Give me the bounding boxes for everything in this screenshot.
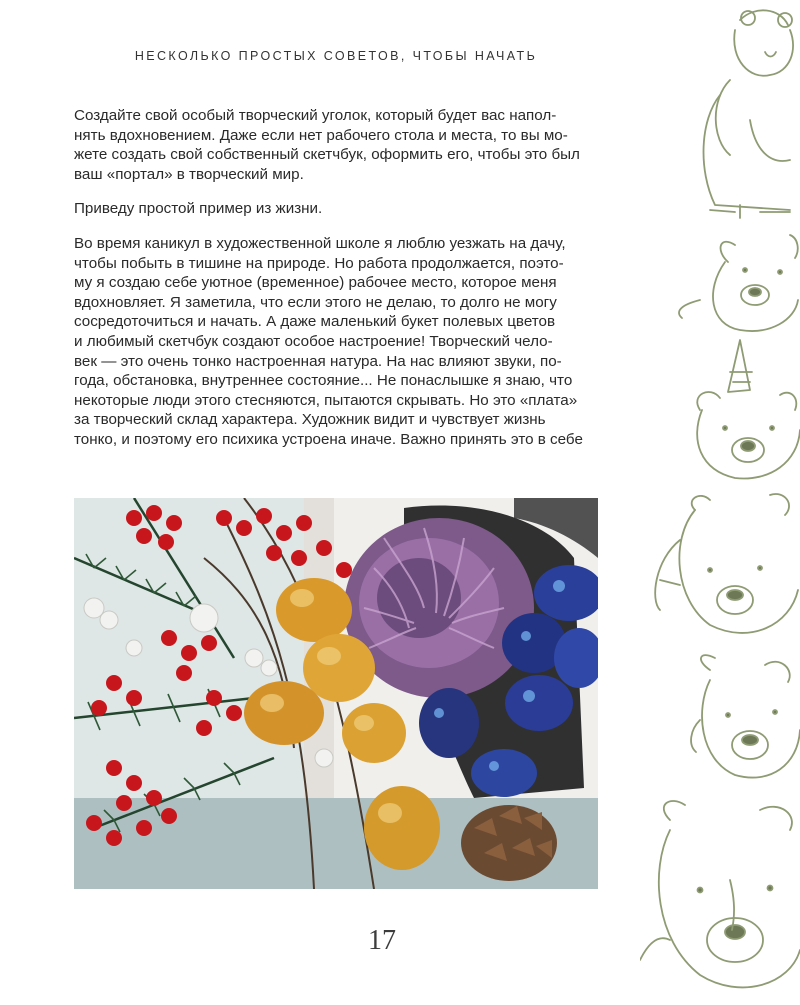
text-line: ваш «портал» в творческий мир. [74, 165, 304, 183]
text-line: тонко, и поэтому его психика устроена иначе. Важно принять это в себе [74, 430, 583, 448]
text-line: чтобы побыть в тишине на природе. Но работа продолжается, поэто- [74, 254, 564, 272]
still-life-photo [74, 498, 598, 889]
text-line: и любимый скетчбук создают особое настроение! Творческий чело- [74, 332, 553, 350]
text-line: Создайте свой особый творческий уголок, который будет вас напол- [74, 107, 557, 124]
text-line: сосредоточиться и начать. А даже маленький букет полевых цветов [74, 313, 556, 331]
text-line: нять вдохновением. Даже если нет рабочего стола и места, то вы мо- [74, 126, 568, 144]
running-head: НЕСКОЛЬКО ПРОСТЫХ СОВЕТОВ, ЧТОБЫ НАЧАТЬ [134, 49, 538, 63]
paragraph-1 [74, 106, 602, 184]
paragraph-2 [74, 199, 602, 219]
page-number: 17 [368, 925, 396, 956]
text-line: вдохновляет. Я заметила, что если этого не делаю, то долго не могу [74, 293, 557, 311]
text-line: за творческий склад характера. Художник видит и чувствует жизнь [74, 411, 546, 429]
bear-sketch-icon [640, 0, 800, 1000]
text-line: Приведу простой пример из жизни. [74, 200, 323, 218]
pine-cone [461, 805, 557, 881]
paragraph-3 [74, 234, 602, 450]
text-line: жете создать свой собственный скетчбук, оформить его, чтобы это был [74, 146, 580, 164]
text-line: некоторые люди этого стесняются, пытаются скрывать. Но это «плата» [74, 391, 578, 409]
text-line: Во время каникул в художественной школе я люблю уезжать на дачу, [74, 234, 566, 252]
body-text [74, 106, 602, 465]
text-line: года, обстановка, внутреннее состояние... Не понаслышке я знаю, что [74, 372, 573, 390]
text-line: му я создаю себе уютное (временное) рабочее место, которое меня [74, 274, 557, 292]
text-line: век — это очень тонко настроенная натура. На нас влияют звуки, по- [74, 352, 562, 370]
